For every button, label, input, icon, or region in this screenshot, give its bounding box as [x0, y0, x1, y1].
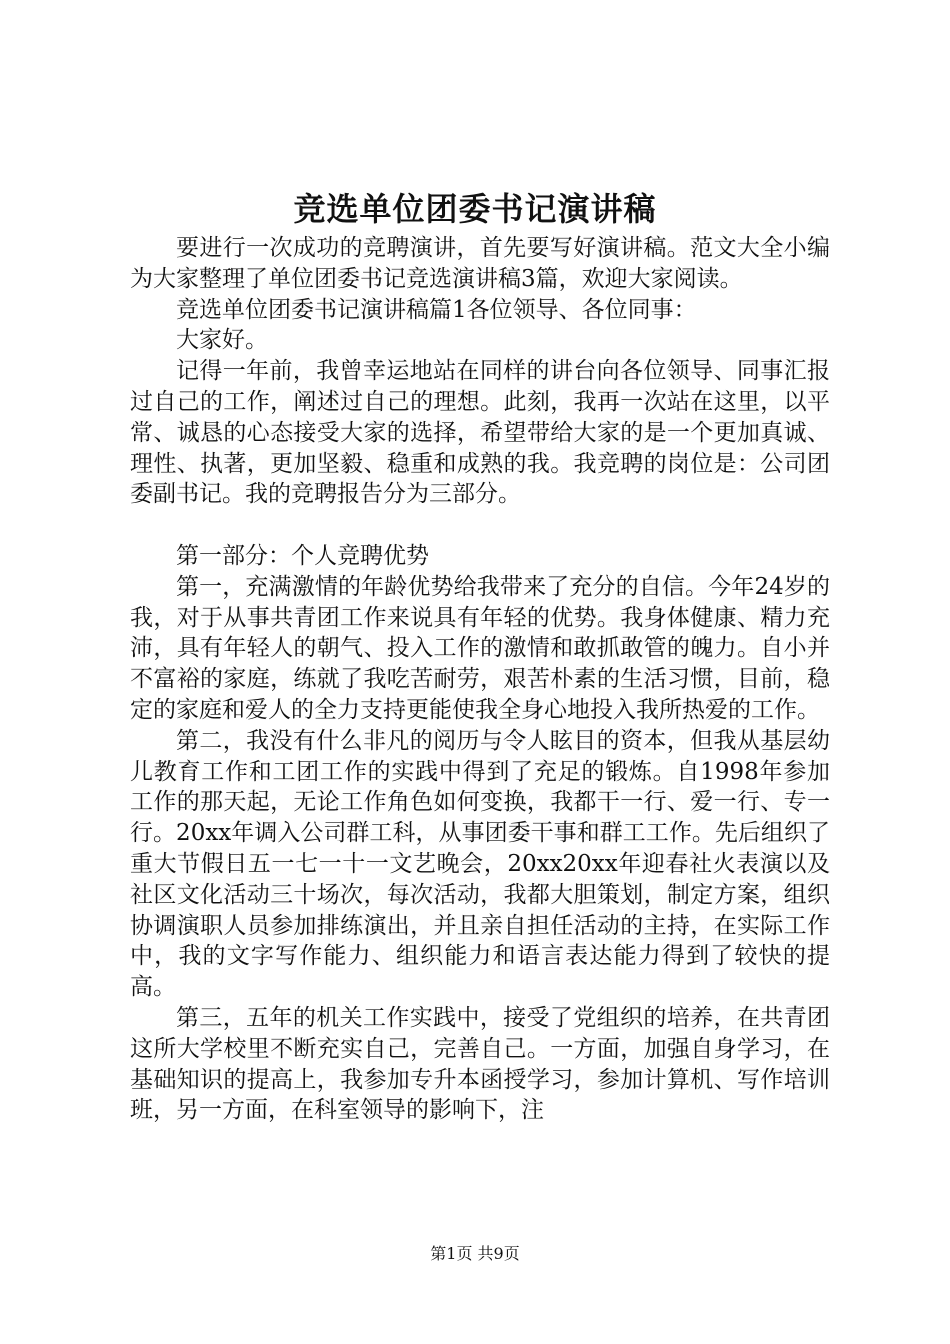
page-number-footer: 第1页 共9页 — [430, 1244, 520, 1263]
section-heading: 第一部分：个人竞聘优势 — [176, 542, 429, 569]
point-three-paragraph: 第三，五年的机关工作实践中，接受了党组织的培养，在共青团这所大学校里不断充实自己，完善自己。一方面，加强自身学习，在基础知识的提高上，我参加专升本函授学习，参加计算机、写作培训班，另一方面，在科室领导的影响下，注 — [130, 1004, 830, 1124]
speech-heading-paragraph: 竞选单位团委书记演讲稿篇1各位领导、各位同事： — [176, 296, 697, 323]
paragraph-spacer — [130, 510, 830, 541]
document-title: 竞选单位团委书记演讲稿 — [293, 190, 657, 228]
point-one-paragraph: 第一，充满激情的年龄优势给我带来了充分的自信。今年24岁的我，对于从事共青团工作来说具有年轻的优势。我身体健康、精力充沛，具有年轻人的朝气、投入工作的激情和敢抓敢管的魄力。自小并不富裕的家庭，练就了我吃苦耐劳，艰苦朴素的生活习惯，目前，稳定的家庭和爱人的全力支持更能使我全身心地投入我所热爱的工作。 — [130, 573, 830, 723]
document-body — [130, 233, 830, 1126]
greeting-paragraph: 大家好。 — [176, 327, 268, 354]
intro-paragraph: 要进行一次成功的竞聘演讲，首先要写好演讲稿。范文大全小编为大家整理了单位团委书记竞选演讲稿3篇，欢迎大家阅读。 — [130, 235, 830, 292]
opening-paragraph: 记得一年前，我曾幸运地站在同样的讲台向各位领导、同事汇报过自己的工作，阐述过自己的理想。此刻，我再一次站在这里，以平常、诚恳的心态接受大家的选择，希望带给大家的是一个更加真诚、理性、执著，更加坚毅、稳重和成熟的我。我竞聘的岗位是：公司团委副书记。我的竞聘报告分为三部分。 — [130, 358, 830, 508]
point-two-paragraph: 第二，我没有什么非凡的阅历与令人眩目的资本，但我从基层幼儿教育工作和工团工作的实践中得到了充足的锻炼。自1998年参加工作的那天起，无论工作角色如何变换，我都干一行、爱一行、专一行。20xx年调入公司群工科，从事团委干事和群工工作。先后组织了重大节假日五一七一十一文艺晚会，20xx20xx年迎春社火表演以及社区文化活动三十场次，每次活动，我都大胆策划，制定方案，组织协调演职人员参加排练演出，并且亲自担任活动的主持，在实际工作中，我的文字写作能力、组织能力和语言表达能力得到了较快的提高。 — [130, 727, 830, 1001]
